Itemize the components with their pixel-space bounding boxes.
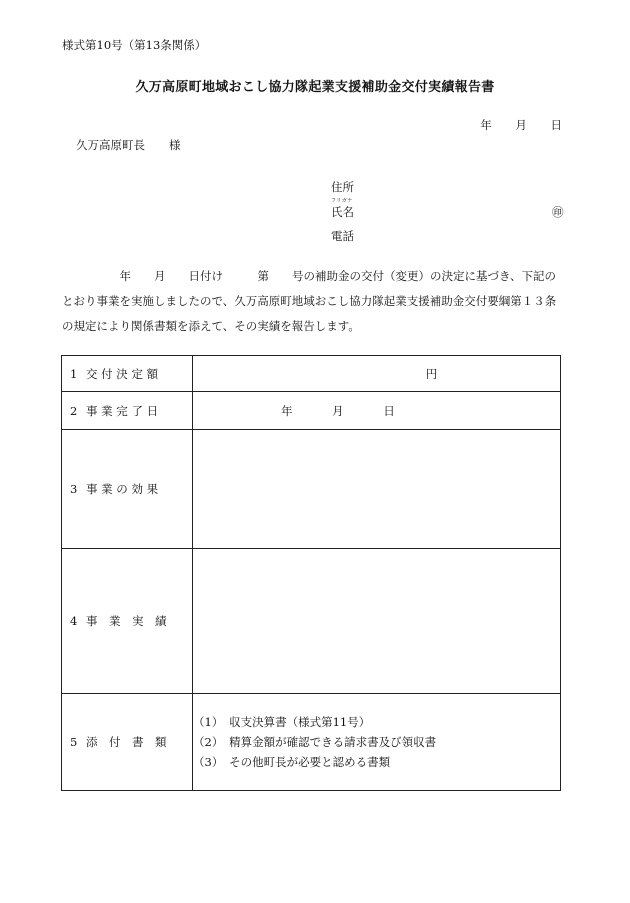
table-row: [62, 392, 561, 430]
grant-amount-field[interactable]: [193, 356, 561, 392]
address-label: 住所: [331, 180, 354, 194]
report-date: [460, 117, 562, 133]
statement-line-2: とおり事業を実施しましたので、久万高原町地域おこし協力隊起業支援補助金交付要綱第１３条: [62, 294, 557, 308]
name-furigana: フリガナ: [331, 198, 353, 204]
date-month: 月: [515, 118, 527, 132]
completion-month: 月: [332, 403, 344, 418]
completion-year: 年: [281, 403, 293, 418]
report-statement: [62, 264, 566, 339]
row-label: 1 交 付 決 定 額: [62, 356, 193, 392]
date-year: 年: [480, 118, 492, 132]
form-number: 様式第10号（第13条関係）: [62, 38, 207, 52]
date-day: 日: [550, 118, 562, 132]
table-row: [62, 430, 561, 549]
document-title: 久万高原町地域おこし協力隊起業支援補助金交付実績報告書: [135, 80, 495, 95]
completion-date-field[interactable]: [193, 392, 561, 430]
row-label: 3 事 業 の 効 果: [62, 430, 193, 549]
addressee-name: 久万高原町長: [76, 138, 145, 152]
attachment-item: （3） その他町長が必要と認める書類: [193, 755, 391, 769]
row-label: 4 事 業 実 績: [62, 549, 193, 694]
row-label: 2 事 業 完 了 日: [62, 392, 193, 430]
attachment-item: （1） 収支決算書（様式第11号）: [193, 715, 371, 729]
table-row: [62, 549, 561, 694]
table-row: [62, 694, 561, 791]
project-effect-field[interactable]: [193, 430, 561, 549]
seal-mark: ㊞: [552, 205, 564, 219]
row-label: 5 添 付 書 類: [62, 694, 193, 791]
yen-unit: 円: [425, 366, 438, 381]
attachments-list: [193, 694, 561, 791]
phone-label: 電話: [331, 229, 354, 243]
statement-line-1: 年 月 日付け 第 号の補助金の交付（変更）の決定に基づき、下記の: [62, 269, 557, 283]
addressee-honorific: 様: [169, 138, 181, 152]
statement-line-3: の規定により関係書類を添えて、その実績を報告します。: [62, 319, 360, 333]
report-table: [61, 355, 561, 791]
table-row: [62, 356, 561, 392]
project-results-field[interactable]: [193, 549, 561, 694]
attachment-item: （2） 精算金額が確認できる請求書及び領収書: [193, 735, 437, 749]
addressee: [76, 137, 181, 153]
name-label: 氏名: [331, 205, 354, 219]
completion-day: 日: [383, 403, 395, 418]
